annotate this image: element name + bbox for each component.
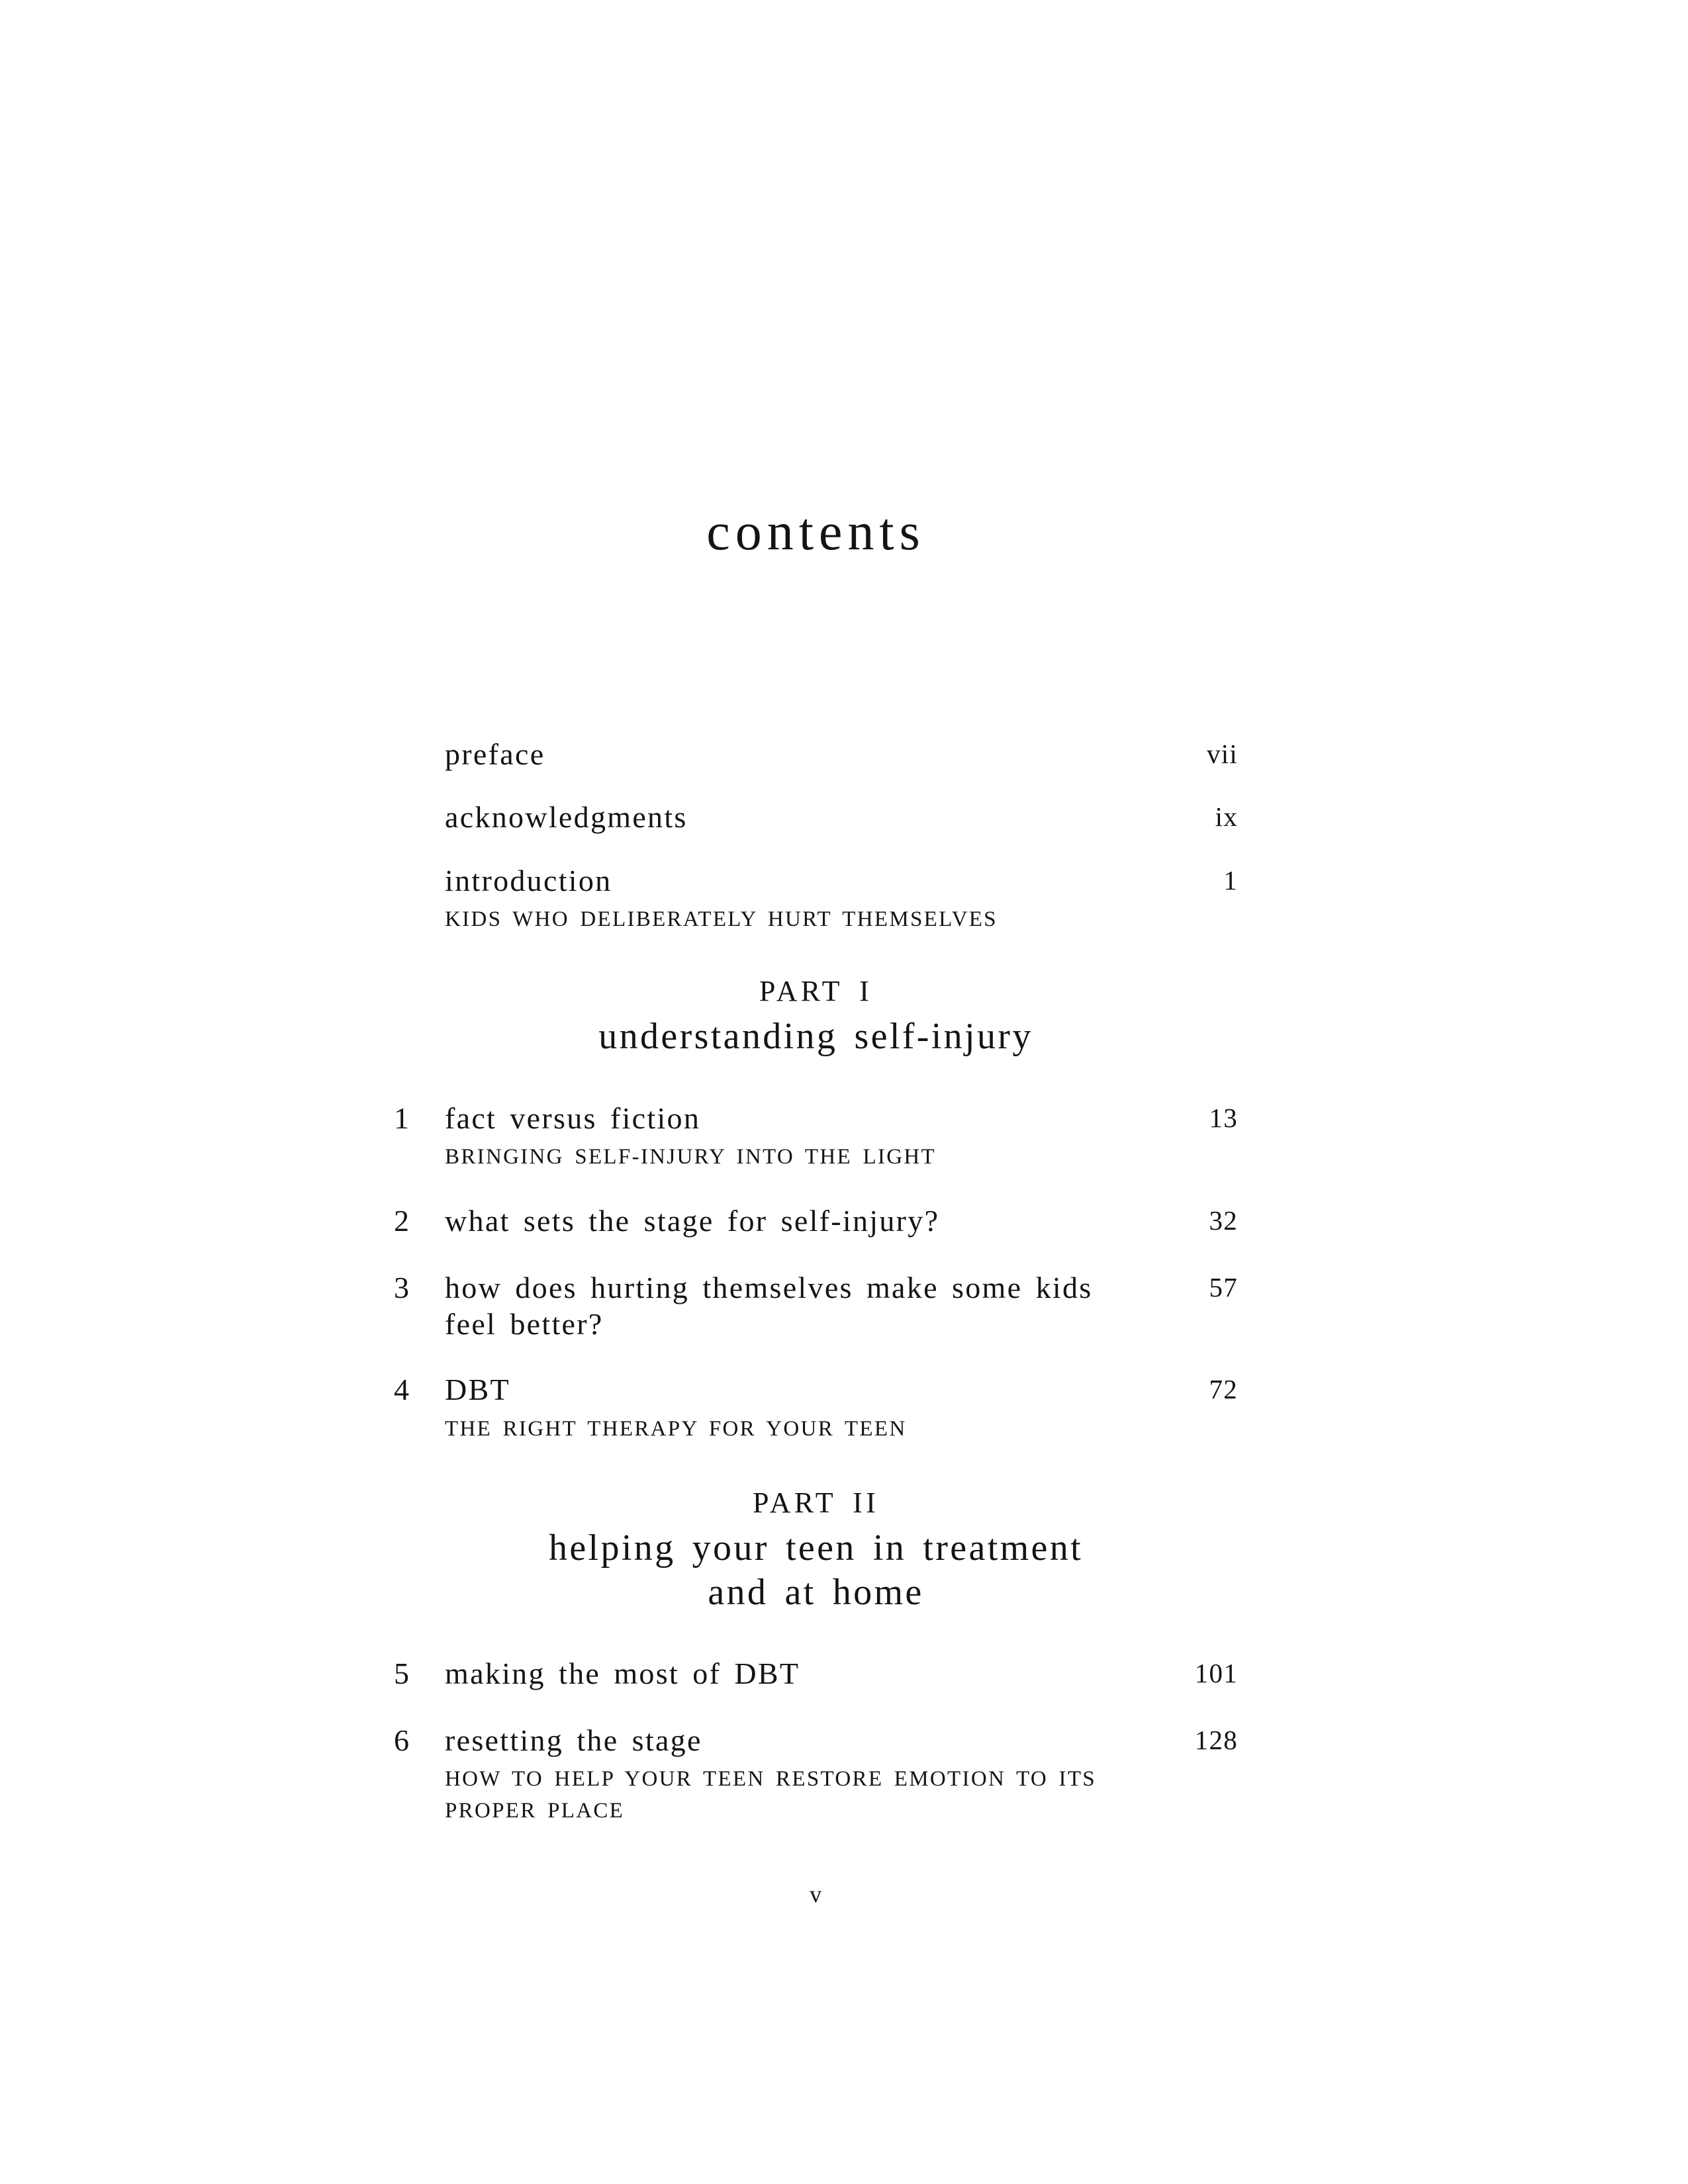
entry-title: acknowledgments	[445, 800, 688, 835]
toc-row-chapter-4	[394, 1371, 1238, 1445]
chapter-number: 2	[394, 1203, 410, 1238]
entry-subtitle: BRINGING SELF-INJURY INTO THE LIGHT	[445, 1144, 936, 1169]
toc-row-chapter-6	[394, 1722, 1238, 1827]
chapter-number: 5	[394, 1656, 410, 1690]
entry-main	[445, 799, 1165, 835]
page-number: 101	[1194, 1657, 1238, 1688]
part-title-line: and at home	[708, 1572, 924, 1614]
part-title	[434, 1526, 1198, 1615]
folio-page-number: v	[810, 1880, 822, 1907]
part-title	[434, 1015, 1198, 1059]
part-heading-2	[434, 1486, 1198, 1615]
entry-subtitle: HOW TO HELP YOUR TEEN RESTORE EMOTION TO ITS PROPER PLACE	[445, 1767, 1096, 1823]
page-number: 1	[1223, 864, 1238, 895]
page-number: 13	[1209, 1102, 1238, 1133]
part-title-line: understanding self-injury	[598, 1015, 1033, 1057]
entry-title: introduction	[445, 863, 612, 897]
toc-row-acknowledgments	[394, 799, 1238, 835]
toc-row-chapter-2	[394, 1203, 1238, 1239]
page-number: 57	[1209, 1272, 1238, 1303]
entry-title: making the most of DBT	[445, 1656, 800, 1690]
part-title-line: helping your teen in treatment	[548, 1527, 1084, 1569]
entry-main	[445, 1722, 1165, 1827]
entry-title: resetting the stage	[445, 1723, 702, 1757]
toc-row-preface	[394, 736, 1238, 772]
entry-subtitle: THE RIGHT THERAPY FOR YOUR TEEN	[445, 1416, 907, 1441]
entry-title: how does hurting themselves make some kids feel better?	[445, 1271, 1093, 1342]
entry-main	[445, 1655, 1165, 1692]
chapter-number: 1	[394, 1101, 410, 1135]
entry-main	[445, 862, 1165, 936]
toc-row-chapter-3	[394, 1269, 1238, 1342]
entry-main	[445, 736, 1165, 772]
page-number: 32	[1209, 1205, 1238, 1236]
toc-row-chapter-1	[394, 1100, 1238, 1173]
entry-title: fact versus fiction	[445, 1101, 701, 1135]
entry-subtitle: KIDS WHO DELIBERATELY HURT THEMSELVES	[445, 907, 998, 931]
toc-row-introduction	[394, 862, 1238, 936]
chapter-number: 6	[394, 1723, 410, 1757]
page-number: 72	[1209, 1374, 1238, 1405]
page-number: vii	[1207, 739, 1238, 769]
chapter-number: 3	[394, 1271, 410, 1305]
entry-title: DBT	[445, 1373, 510, 1407]
part-heading-1	[434, 974, 1198, 1059]
entry-main	[445, 1269, 1165, 1342]
part-label: PART I	[759, 974, 873, 1007]
page-title: contents	[706, 503, 925, 561]
part-label: PART II	[752, 1486, 880, 1520]
entry-title: what sets the stage for self-injury?	[445, 1203, 940, 1238]
chapter-number: 4	[394, 1373, 410, 1407]
contents-column	[394, 0, 1238, 1908]
page-number: 128	[1194, 1725, 1238, 1755]
page-number: ix	[1215, 801, 1238, 833]
entry-main	[445, 1100, 1165, 1173]
toc-row-chapter-5	[394, 1655, 1238, 1692]
entry-main	[445, 1371, 1165, 1445]
entry-title: preface	[445, 737, 545, 771]
entry-main	[445, 1203, 1165, 1239]
